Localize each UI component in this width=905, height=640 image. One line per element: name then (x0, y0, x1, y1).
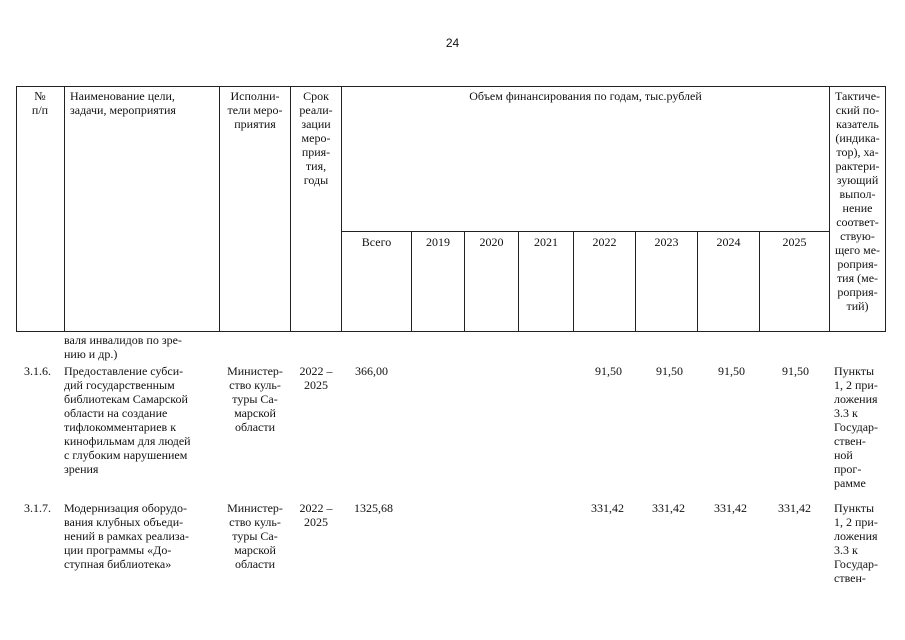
row-2025: 331,42 (778, 501, 811, 515)
col-border (16, 86, 17, 332)
header-funding: Объем финансирования по годам, тыс.рублей (469, 89, 702, 103)
row-term: 2022 – 2025 (299, 501, 333, 529)
header-executors: Исполни- тели меро- приятия (227, 89, 283, 131)
row-name: Модернизация оборудо- вания клубных объеди- нений в рамках реализа- ции программы «До- ступная библиотека» (64, 501, 189, 571)
row-2022: 91,50 (595, 364, 622, 378)
header-name: Наименование цели, задачи, мероприятия (70, 89, 176, 117)
year-header: 2023 (654, 235, 679, 249)
row-num: 3.1.6. (24, 364, 51, 378)
header-top-border (16, 86, 885, 87)
year-header: 2019 (426, 235, 450, 249)
years-row-border (341, 231, 829, 232)
row-2024: 331,42 (714, 501, 747, 515)
row-2025: 91,50 (782, 364, 809, 378)
col-border (64, 86, 65, 332)
header-term: Срок реали- зации меро- прия- тия, годы (299, 89, 333, 187)
row-2024: 91,50 (718, 364, 745, 378)
year-header: 2020 (479, 235, 504, 249)
row-executor: Министер- ство куль- туры Са- марской области (227, 364, 283, 434)
row-2023: 91,50 (656, 364, 683, 378)
year-header: 2022 (592, 235, 617, 249)
continuation-text: валя инвалидов по зре- нию и др.) (64, 333, 182, 361)
row-2023: 331,42 (652, 501, 685, 515)
row-total: 1325,68 (354, 501, 393, 515)
header-num: № п/п (31, 89, 49, 117)
row-name: Предоставление субси- дий государственным библиотекам Самарской области на создание тифлокомментариев к кинофильмам для людей с глубоким нарушением зрения (64, 364, 191, 476)
row-indicator: Пункты 1, 2 при- ложения 3.3 к Государ- ствен- ной прог- рамме (834, 364, 879, 490)
year-header: Всего (361, 235, 392, 249)
row-num: 3.1.7. (24, 501, 51, 515)
page-number: 24 (445, 36, 460, 50)
col-border (341, 86, 342, 332)
row-indicator: Пункты 1, 2 при- ложения 3.3 к Государ- ствен- (834, 501, 879, 585)
year-header: 2024 (716, 235, 741, 249)
year-header: 2021 (534, 235, 558, 249)
row-total: 366,00 (355, 364, 388, 378)
row-2022: 331,42 (591, 501, 624, 515)
header-bottom-border (16, 331, 885, 332)
row-executor: Министер- ство куль- туры Са- марской области (227, 501, 283, 571)
col-border (885, 86, 886, 332)
row-term: 2022 – 2025 (299, 364, 333, 392)
year-header: 2025 (782, 235, 807, 249)
header-indicator: Тактиче- ский по- казатель (индика- тор), ха- рактери- зующий выпол- нение соответ- ствую- щего ме- роприя- тия (ме- роприя- тий) (834, 89, 881, 313)
